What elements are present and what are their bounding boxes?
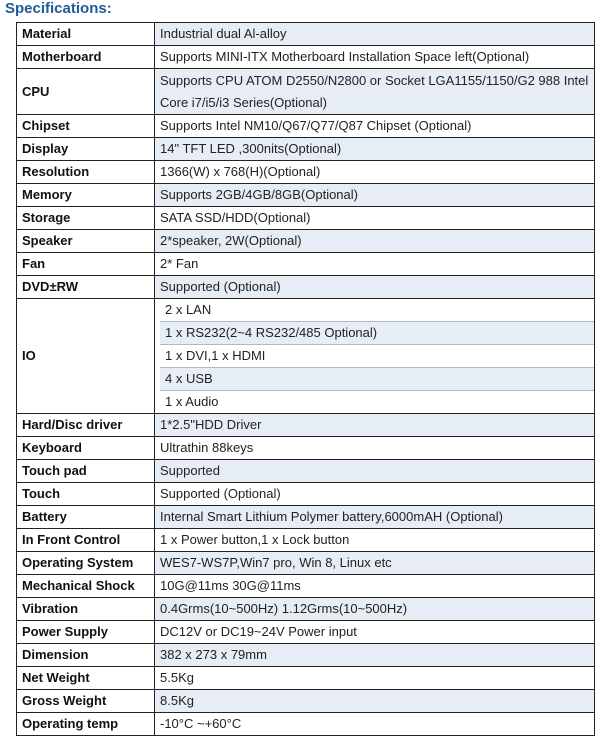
spec-label: DVD±RW (17, 276, 155, 299)
spec-label: Keyboard (17, 437, 155, 460)
io-item: 2 x LAN (160, 299, 594, 322)
table-row (17, 506, 595, 529)
cpu-value-text: Supports CPU ATOM D2550/N2800 or Socket LGA1155/1150/G2 988 Intel Core i7/i5/i3 Series(Optional) (160, 72, 589, 110)
spec-value: Industrial dual Al-alloy (155, 23, 595, 46)
table-row (17, 69, 595, 115)
table-row (17, 207, 595, 230)
table-row (17, 598, 595, 621)
spec-label: Dimension (17, 644, 155, 667)
spec-value: Supports 2GB/4GB/8GB(Optional) (155, 184, 595, 207)
table-row (17, 23, 595, 46)
table-row (17, 529, 595, 552)
spec-label: Memory (17, 184, 155, 207)
spec-label: Storage (17, 207, 155, 230)
io-item: 4 x USB (160, 368, 594, 391)
table-row (17, 253, 595, 276)
table-row (17, 437, 595, 460)
table-row (17, 621, 595, 644)
spec-label: Touch pad (17, 460, 155, 483)
spec-value (155, 69, 595, 115)
spec-value: -10°C ~+60°C (155, 713, 595, 736)
spec-value: Supported (155, 460, 595, 483)
spec-value: Internal Smart Lithium Polymer battery,6000mAH (Optional) (155, 506, 595, 529)
spec-label: Mechanical Shock (17, 575, 155, 598)
spec-value: DC12V or DC19~24V Power input (155, 621, 595, 644)
spec-value: Supports MINI-ITX Motherboard Installation Space left(Optional) (155, 46, 595, 69)
io-item: 1 x DVI,1 x HDMI (160, 345, 594, 368)
io-item: 1 x Audio (165, 394, 219, 409)
table-row (17, 161, 595, 184)
spec-value: 8.5Kg (155, 690, 595, 713)
spec-label: Resolution (17, 161, 155, 184)
table-row (17, 46, 595, 69)
table-row (17, 184, 595, 207)
table-row (17, 115, 595, 138)
spec-value: Ultrathin 88keys (155, 437, 595, 460)
spec-label: In Front Control (17, 529, 155, 552)
spec-label: Chipset (17, 115, 155, 138)
spec-label: Operating temp (17, 713, 155, 736)
table-row (17, 276, 595, 299)
spec-value: 1366(W) x 768(H)(Optional) (155, 161, 595, 184)
spec-label: Battery (17, 506, 155, 529)
spec-value: WES7-WS7P,Win7 pro, Win 8, Linux etc (155, 552, 595, 575)
spec-label: Vibration (17, 598, 155, 621)
specifications-table (16, 22, 595, 736)
table-row (17, 644, 595, 667)
table-row (17, 552, 595, 575)
spec-value: Supported (Optional) (155, 483, 595, 506)
spec-label: Touch (17, 483, 155, 506)
table-row (17, 414, 595, 437)
spec-value: 1*2.5"HDD Driver (155, 414, 595, 437)
spec-value-group (155, 299, 595, 414)
table-row (17, 460, 595, 483)
spec-value: 2* Fan (155, 253, 595, 276)
spec-value: Supports Intel NM10/Q67/Q77/Q87 Chipset (Optional) (155, 115, 595, 138)
spec-value: 14" TFT LED ,300nits(Optional) (155, 138, 595, 161)
spec-value: 10G@11ms 30G@11ms (155, 575, 595, 598)
table-row (17, 690, 595, 713)
spec-value: 0.4Grms(10~500Hz) 1.12Grms(10~500Hz) (155, 598, 595, 621)
table-row (17, 713, 595, 736)
table-row (17, 575, 595, 598)
table-row (17, 667, 595, 690)
spec-label: Motherboard (17, 46, 155, 69)
spec-label: Operating System (17, 552, 155, 575)
io-item: 1 x RS232(2~4 RS232/485 Optional) (160, 322, 594, 345)
spec-label: Display (17, 138, 155, 161)
table-row (17, 230, 595, 253)
spec-value: Supported (Optional) (155, 276, 595, 299)
spec-label: Material (17, 23, 155, 46)
page-title: Specifications: (5, 0, 112, 17)
spec-label: Power Supply (17, 621, 155, 644)
spec-value: 382 x 273 x 79mm (155, 644, 595, 667)
spec-value: SATA SSD/HDD(Optional) (155, 207, 595, 230)
spec-value: 2*speaker, 2W(Optional) (155, 230, 595, 253)
table-row (17, 483, 595, 506)
spec-label: Net Weight (17, 667, 155, 690)
spec-label: Speaker (17, 230, 155, 253)
spec-label: Fan (17, 253, 155, 276)
table-row (17, 299, 595, 414)
table-row (17, 138, 595, 161)
spec-label: CPU (17, 69, 155, 115)
spec-label: IO (17, 299, 155, 414)
spec-label: Hard/Disc driver (17, 414, 155, 437)
spec-value: 5.5Kg (155, 667, 595, 690)
spec-value: 1 x Power button,1 x Lock button (155, 529, 595, 552)
spec-label: Gross Weight (17, 690, 155, 713)
